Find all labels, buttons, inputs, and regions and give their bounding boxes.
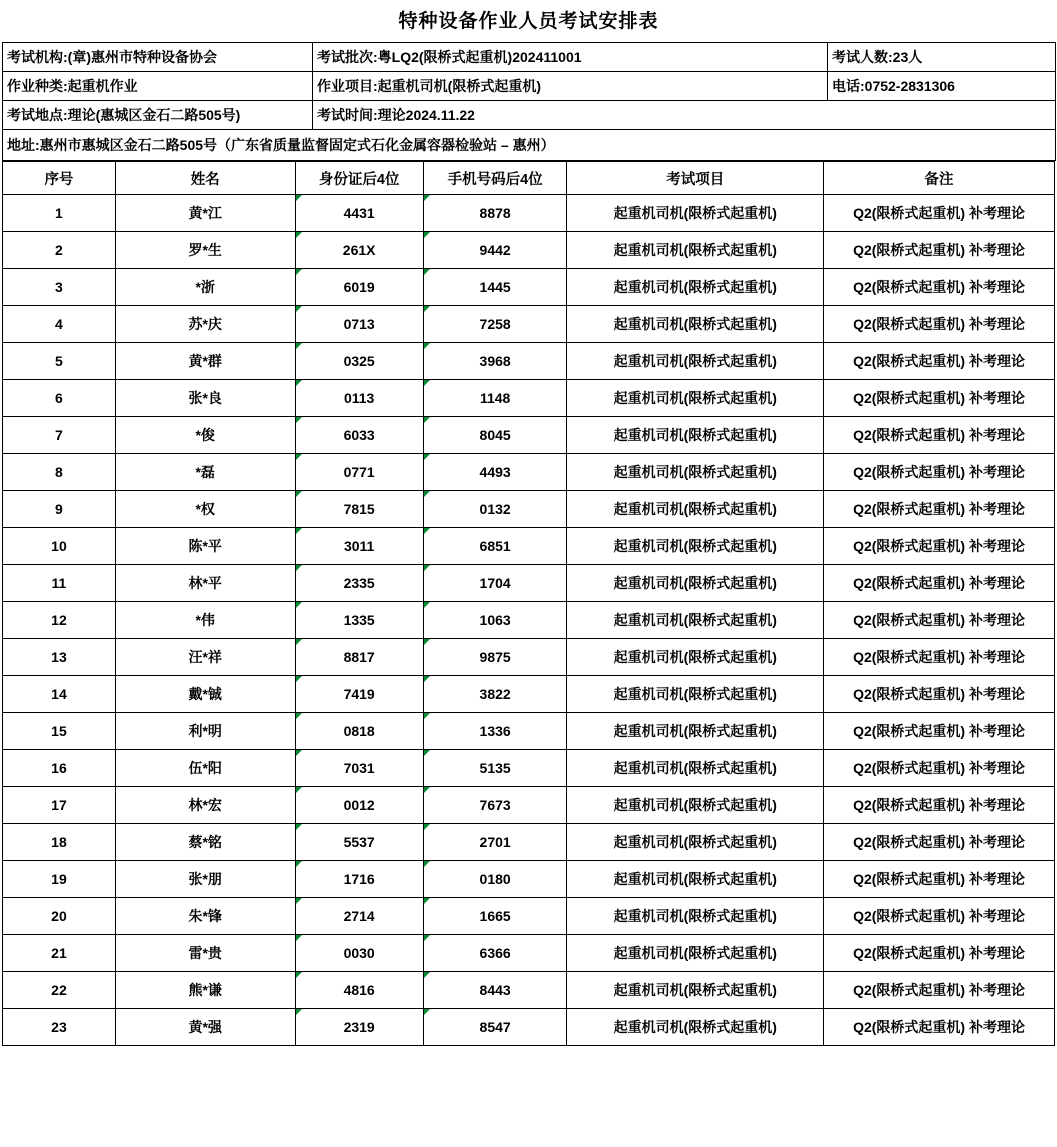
cell-id4: 0113: [295, 380, 423, 417]
cell-name: *磊: [115, 454, 295, 491]
table-row: [3, 935, 1055, 972]
table-row: [3, 898, 1055, 935]
column-header-item: 考试项目: [567, 162, 824, 195]
cell-id4: 0713: [295, 306, 423, 343]
meta-table: [2, 42, 1056, 161]
table-row: [3, 528, 1055, 565]
cell-note: Q2(限桥式起重机) 补考理论: [824, 380, 1055, 417]
cell-phone4: 1148: [423, 380, 567, 417]
cell-item: 起重机司机(限桥式起重机): [567, 676, 824, 713]
cell-index: 1: [3, 195, 116, 232]
cell-phone4: 0180: [423, 861, 567, 898]
cell-index: 9: [3, 491, 116, 528]
cell-name: *浙: [115, 269, 295, 306]
table-row: [3, 130, 1056, 161]
table-row: [3, 565, 1055, 602]
table-row: [3, 824, 1055, 861]
cell-id4: 2335: [295, 565, 423, 602]
cell-note: Q2(限桥式起重机) 补考理论: [824, 861, 1055, 898]
cell-item: 起重机司机(限桥式起重机): [567, 380, 824, 417]
cell-index: 21: [3, 935, 116, 972]
column-header-name: 姓名: [115, 162, 295, 195]
cell-id4: 1716: [295, 861, 423, 898]
cell-item: 起重机司机(限桥式起重机): [567, 195, 824, 232]
table-row: [3, 232, 1055, 269]
cell-item: 起重机司机(限桥式起重机): [567, 898, 824, 935]
cell-item: 起重机司机(限桥式起重机): [567, 861, 824, 898]
cell-phone4: 3822: [423, 676, 567, 713]
cell-index: 19: [3, 861, 116, 898]
cell-name: *权: [115, 491, 295, 528]
cell-item: 起重机司机(限桥式起重机): [567, 935, 824, 972]
table-row: [3, 676, 1055, 713]
cell-item: 起重机司机(限桥式起重机): [567, 1009, 824, 1046]
cell-item: 起重机司机(限桥式起重机): [567, 787, 824, 824]
cell-phone4: 1063: [423, 602, 567, 639]
cell-id4: 0012: [295, 787, 423, 824]
cell-note: Q2(限桥式起重机) 补考理论: [824, 454, 1055, 491]
cell-note: Q2(限桥式起重机) 补考理论: [824, 713, 1055, 750]
cell-phone4: 7258: [423, 306, 567, 343]
cell-phone4: 1704: [423, 565, 567, 602]
work-type-cell: 作业种类:起重机作业: [3, 72, 313, 101]
candidates-table: [2, 161, 1055, 1046]
table-row: [3, 1009, 1055, 1046]
cell-index: 4: [3, 306, 116, 343]
cell-phone4: 5135: [423, 750, 567, 787]
cell-phone4: 4493: [423, 454, 567, 491]
cell-name: 汪*祥: [115, 639, 295, 676]
cell-index: 22: [3, 972, 116, 1009]
cell-item: 起重机司机(限桥式起重机): [567, 972, 824, 1009]
cell-phone4: 7673: [423, 787, 567, 824]
cell-phone4: 8045: [423, 417, 567, 454]
cell-phone4: 1445: [423, 269, 567, 306]
exam-count-cell: 考试人数:23人: [828, 43, 1056, 72]
cell-name: 林*宏: [115, 787, 295, 824]
table-row: [3, 306, 1055, 343]
cell-note: Q2(限桥式起重机) 补考理论: [824, 972, 1055, 1009]
cell-name: 苏*庆: [115, 306, 295, 343]
cell-item: 起重机司机(限桥式起重机): [567, 343, 824, 380]
cell-phone4: 8547: [423, 1009, 567, 1046]
cell-item: 起重机司机(限桥式起重机): [567, 750, 824, 787]
cell-id4: 261X: [295, 232, 423, 269]
cell-note: Q2(限桥式起重机) 补考理论: [824, 269, 1055, 306]
exam-org-cell: 考试机构:(章)惠州市特种设备协会: [3, 43, 313, 72]
cell-name: 黄*群: [115, 343, 295, 380]
cell-note: Q2(限桥式起重机) 补考理论: [824, 491, 1055, 528]
cell-name: 蔡*铭: [115, 824, 295, 861]
address-cell: 地址:惠州市惠城区金石二路505号（广东省质量监督固定式石化金属容器检验站 – 惠州）: [3, 130, 1056, 161]
column-header-index: 序号: [3, 162, 116, 195]
cell-id4: 5537: [295, 824, 423, 861]
cell-name: 陈*平: [115, 528, 295, 565]
table-row: [3, 750, 1055, 787]
table-row: [3, 269, 1055, 306]
cell-index: 16: [3, 750, 116, 787]
cell-name: 利*明: [115, 713, 295, 750]
cell-id4: 3011: [295, 528, 423, 565]
cell-note: Q2(限桥式起重机) 补考理论: [824, 306, 1055, 343]
cell-name: 熊*谦: [115, 972, 295, 1009]
contact-phone-cell: 电话:0752-2831306: [828, 72, 1056, 101]
cell-note: Q2(限桥式起重机) 补考理论: [824, 195, 1055, 232]
cell-index: 5: [3, 343, 116, 380]
cell-id4: 6019: [295, 269, 423, 306]
cell-item: 起重机司机(限桥式起重机): [567, 454, 824, 491]
cell-phone4: 1665: [423, 898, 567, 935]
cell-phone4: 6851: [423, 528, 567, 565]
cell-name: 黄*强: [115, 1009, 295, 1046]
cell-item: 起重机司机(限桥式起重机): [567, 824, 824, 861]
cell-note: Q2(限桥式起重机) 补考理论: [824, 528, 1055, 565]
cell-name: 戴*铖: [115, 676, 295, 713]
cell-note: Q2(限桥式起重机) 补考理论: [824, 750, 1055, 787]
cell-phone4: 1336: [423, 713, 567, 750]
cell-index: 10: [3, 528, 116, 565]
cell-note: Q2(限桥式起重机) 补考理论: [824, 935, 1055, 972]
cell-item: 起重机司机(限桥式起重机): [567, 602, 824, 639]
cell-id4: 7031: [295, 750, 423, 787]
cell-name: 罗*生: [115, 232, 295, 269]
cell-phone4: 9875: [423, 639, 567, 676]
cell-note: Q2(限桥式起重机) 补考理论: [824, 676, 1055, 713]
cell-id4: 0325: [295, 343, 423, 380]
cell-phone4: 8878: [423, 195, 567, 232]
table-row: [3, 72, 1056, 101]
cell-note: Q2(限桥式起重机) 补考理论: [824, 417, 1055, 454]
cell-note: Q2(限桥式起重机) 补考理论: [824, 343, 1055, 380]
cell-name: 伍*阳: [115, 750, 295, 787]
table-row: [3, 491, 1055, 528]
page-title: 特种设备作业人员考试安排表: [398, 11, 659, 32]
cell-index: 6: [3, 380, 116, 417]
column-header-phone4: 手机号码后4位: [423, 162, 567, 195]
cell-id4: 8817: [295, 639, 423, 676]
cell-name: 朱*锋: [115, 898, 295, 935]
cell-id4: 2319: [295, 1009, 423, 1046]
cell-id4: 0818: [295, 713, 423, 750]
cell-phone4: 8443: [423, 972, 567, 1009]
cell-id4: 2714: [295, 898, 423, 935]
cell-index: 7: [3, 417, 116, 454]
cell-item: 起重机司机(限桥式起重机): [567, 306, 824, 343]
cell-id4: 4816: [295, 972, 423, 1009]
column-header-note: 备注: [824, 162, 1055, 195]
cell-index: 14: [3, 676, 116, 713]
cell-index: 11: [3, 565, 116, 602]
table-row: [3, 454, 1055, 491]
cell-name: 雷*贵: [115, 935, 295, 972]
cell-item: 起重机司机(限桥式起重机): [567, 713, 824, 750]
cell-index: 8: [3, 454, 116, 491]
cell-item: 起重机司机(限桥式起重机): [567, 269, 824, 306]
table-row: [3, 195, 1055, 232]
cell-note: Q2(限桥式起重机) 补考理论: [824, 639, 1055, 676]
table-row: [3, 101, 1056, 130]
table-row: [3, 43, 1056, 72]
table-row: [3, 639, 1055, 676]
cell-item: 起重机司机(限桥式起重机): [567, 232, 824, 269]
cell-note: Q2(限桥式起重机) 补考理论: [824, 602, 1055, 639]
cell-index: 20: [3, 898, 116, 935]
column-header-id4: 身份证后4位: [295, 162, 423, 195]
cell-item: 起重机司机(限桥式起重机): [567, 491, 824, 528]
cell-index: 23: [3, 1009, 116, 1046]
cell-name: 林*平: [115, 565, 295, 602]
table-header-row: [3, 162, 1055, 195]
cell-name: 黄*江: [115, 195, 295, 232]
cell-id4: 0771: [295, 454, 423, 491]
cell-note: Q2(限桥式起重机) 补考理论: [824, 1009, 1055, 1046]
exam-place-cell: 考试地点:理论(惠城区金石二路505号): [3, 101, 313, 130]
cell-name: *俊: [115, 417, 295, 454]
cell-id4: 0030: [295, 935, 423, 972]
cell-id4: 6033: [295, 417, 423, 454]
cell-phone4: 9442: [423, 232, 567, 269]
cell-name: 张*良: [115, 380, 295, 417]
table-row: [3, 972, 1055, 1009]
cell-note: Q2(限桥式起重机) 补考理论: [824, 787, 1055, 824]
cell-phone4: 3968: [423, 343, 567, 380]
exam-batch-cell: 考试批次:粤LQ2(限桥式起重机)202411001: [313, 43, 828, 72]
table-row: [3, 417, 1055, 454]
table-row: [3, 380, 1055, 417]
exam-time-cell: 考试时间:理论2024.11.22: [313, 101, 1056, 130]
cell-phone4: 0132: [423, 491, 567, 528]
table-row: [3, 602, 1055, 639]
cell-index: 18: [3, 824, 116, 861]
table-row: [3, 343, 1055, 380]
cell-index: 13: [3, 639, 116, 676]
cell-id4: 7419: [295, 676, 423, 713]
cell-phone4: 2701: [423, 824, 567, 861]
candidates-table-body: [3, 195, 1055, 1046]
cell-name: *伟: [115, 602, 295, 639]
table-row: [3, 713, 1055, 750]
cell-note: Q2(限桥式起重机) 补考理论: [824, 565, 1055, 602]
work-project-cell: 作业项目:起重机司机(限桥式起重机): [313, 72, 828, 101]
cell-id4: 1335: [295, 602, 423, 639]
cell-index: 12: [3, 602, 116, 639]
cell-index: 2: [3, 232, 116, 269]
cell-phone4: 6366: [423, 935, 567, 972]
cell-item: 起重机司机(限桥式起重机): [567, 639, 824, 676]
cell-item: 起重机司机(限桥式起重机): [567, 565, 824, 602]
cell-id4: 7815: [295, 491, 423, 528]
cell-note: Q2(限桥式起重机) 补考理论: [824, 232, 1055, 269]
cell-id4: 4431: [295, 195, 423, 232]
table-row: [3, 787, 1055, 824]
cell-index: 15: [3, 713, 116, 750]
cell-index: 17: [3, 787, 116, 824]
cell-note: Q2(限桥式起重机) 补考理论: [824, 898, 1055, 935]
cell-item: 起重机司机(限桥式起重机): [567, 528, 824, 565]
cell-name: 张*朋: [115, 861, 295, 898]
table-row: [3, 861, 1055, 898]
cell-note: Q2(限桥式起重机) 补考理论: [824, 824, 1055, 861]
cell-index: 3: [3, 269, 116, 306]
cell-item: 起重机司机(限桥式起重机): [567, 417, 824, 454]
